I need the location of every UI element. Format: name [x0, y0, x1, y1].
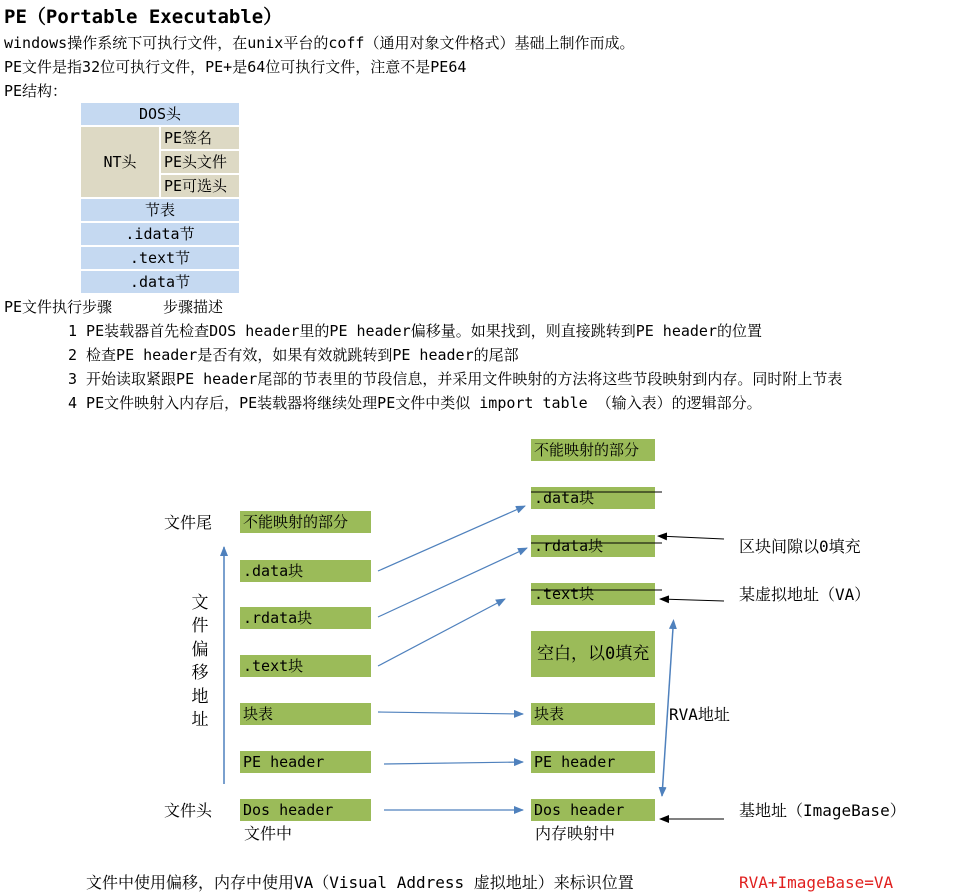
file-box-dos-header: Dos header: [240, 799, 371, 821]
step-1: 1 PE装载器首先检查DOS header里的PE header偏移量。如果找到，则直接跳转到PE header的位置: [68, 322, 762, 340]
map-arrow-section-table: [378, 712, 523, 714]
vertical-char: 偏: [191, 640, 209, 660]
table-cell-idata: .idata节: [80, 222, 240, 246]
vertical-char: 移: [191, 663, 209, 683]
file-box-pe-header: PE header: [240, 751, 371, 773]
map-arrow-pe-header: [384, 762, 523, 764]
table-cell-dos: DOS头: [80, 102, 240, 126]
file-head-label: 文件头: [164, 801, 213, 820]
table-cell-section-table: 节表: [80, 198, 240, 222]
file-box-unmappable: 不能映射的部分: [240, 511, 371, 533]
steps-heading: PE文件执行步骤: [4, 298, 113, 316]
formula-label: RVA+ImageBase=VA: [739, 873, 894, 892]
map-arrow-data: [378, 506, 525, 571]
annotation-arrow-va: [660, 599, 724, 601]
page-title: PE（Portable Executable）: [4, 6, 283, 28]
annotation-arrow-gap: [658, 536, 724, 539]
mem-box-dos-header: Dos header: [531, 799, 655, 821]
vertical-char: 址: [191, 710, 209, 730]
map-arrow-rdata: [378, 548, 527, 617]
steps-heading-description: 步骤描述: [163, 298, 224, 316]
intro-line-3: PE结构：: [4, 82, 68, 100]
table-cell-text: .text节: [80, 246, 240, 270]
mem-box-rdata: .rdata块: [531, 535, 655, 557]
table-cell-data: .data节: [80, 270, 240, 294]
mem-box-blank-zero-filled: 空白，以0填充: [531, 631, 655, 677]
file-box-data: .data块: [240, 560, 371, 582]
mem-box-data: .data块: [531, 487, 655, 509]
mem-caption: 内存映射中: [535, 824, 616, 843]
step-2: 2 检查PE header是否有效，如果有效就跳转到PE header的尾部: [68, 346, 519, 364]
vertical-char: 文: [191, 593, 209, 613]
intro-line-2: PE文件是指32位可执行文件，PE+是64位可执行文件，注意不是PE64: [4, 58, 467, 76]
table-cell-pe-signature: PE签名: [160, 126, 240, 150]
mem-box-unmappable: 不能映射的部分: [531, 439, 655, 461]
mem-box-pe-header: PE header: [531, 751, 655, 773]
vertical-char: 地: [191, 687, 209, 707]
file-box-section-table: 块表: [240, 703, 371, 725]
annotation-gap-zero-fill: 区块间隙以0填充: [739, 537, 861, 556]
step-4: 4 PE文件映射入内存后，PE装载器将继续处理PE文件中类似 import table （输入表）的逻辑部分。: [68, 394, 762, 412]
rva-label: RVA地址: [669, 705, 730, 724]
annotation-virtual-address: 某虚拟地址（VA）: [739, 585, 871, 604]
mem-box-section-table: 块表: [531, 703, 655, 725]
annotation-image-base: 基地址（ImageBase）: [739, 801, 906, 820]
rva-arrow: [662, 628, 673, 796]
map-arrow-text: [378, 599, 505, 666]
table-cell-pe-file-header: PE头文件: [160, 150, 240, 174]
step-3: 3 开始读取紧跟PE header尾部的节表里的节段信息，并采用文件映射的方法将这些节段映射到内存。同时附上节表: [68, 370, 843, 388]
footer-note: 文件中使用偏移，内存中使用VA（Visual Address 虚拟地址）来标识位置: [86, 873, 634, 892]
table-cell-nt: NT头: [80, 126, 160, 198]
file-box-text: .text块: [240, 655, 371, 677]
mem-box-text: .text块: [531, 583, 655, 605]
file-box-rdata: .rdata块: [240, 607, 371, 629]
table-cell-pe-optional-header: PE可选头: [160, 174, 240, 198]
intro-line-1: windows操作系统下可执行文件，在unix平台的coff（通用对象文件格式）基础上制作而成。: [4, 34, 635, 52]
file-caption: 文件中: [244, 824, 293, 843]
file-tail-label: 文件尾: [164, 513, 213, 532]
vertical-char: 件: [191, 616, 209, 636]
